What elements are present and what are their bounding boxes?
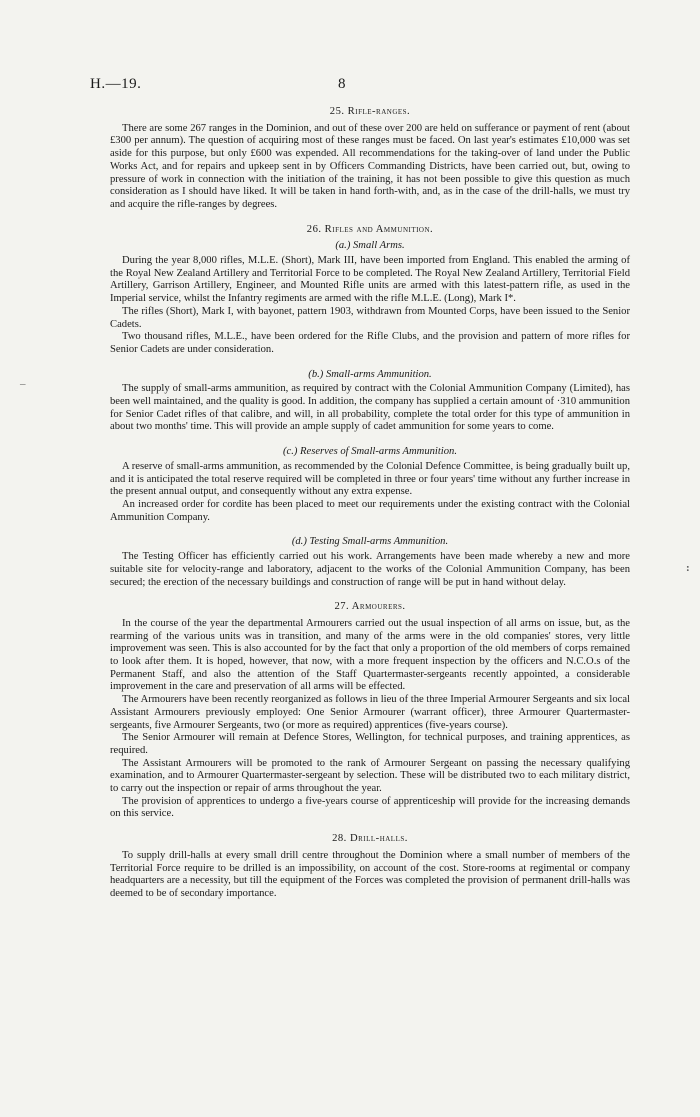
- section-heading: 25. Rifle-ranges.: [329, 106, 411, 117]
- paragraph: The Senior Armourer will remain at Defence Stores, Wellington, for technical purposes, and training apprentices, as required.: [110, 732, 630, 756]
- section-heading: 27. Armourers.: [334, 601, 406, 613]
- page-header: [90, 76, 610, 96]
- paragraph: The provision of apprentices to undergo a five-years course of apprenticeship will provide for the increasing demands on this service.: [110, 795, 630, 820]
- section-drill-halls: [110, 833, 630, 901]
- subsection-heading: (d.) Testing Small-arms Ammunition.: [291, 536, 449, 548]
- subsection-reserves: [110, 446, 630, 524]
- paragraph: A reserve of small-arms ammunition, as recommended by the Colonial Defence Committee, is being gradually built up, and it is anticipated the total reserve required will be completed in three or four years' time without any further increase in the present annual output, and consequently without any extra expense.: [110, 460, 630, 498]
- paragraph: Two thousand rifles, M.L.E., have been ordered for the Rifle Clubs, and the provision and pattern of more rifles for Senior Cadets are under consideration.: [110, 331, 630, 355]
- section-heading: 26. Rifles and Ammunition.: [306, 223, 434, 235]
- margin-dash-mark: –: [20, 378, 26, 390]
- subsection-small-arms-ammunition: [110, 369, 630, 435]
- paragraph: In the course of the year the departmental Armourers carried out the usual inspection of all arms on issue, but, as the rearming of the various units was in transition, and many of the arms were in the old companies' stores, very little improvement was seen. This is also accounted for by the fact that only a proportion of the old members of corps remained to look after them. It is hoped, however, that now, with a more frequent inspection by the officers and N.C.O.s of the Permanent Staff, and also the attention of the Staff Quartermaster-sergeants recently appointed, a considerable improvement in the care and preservation of all arms will be effected.: [110, 617, 630, 693]
- subsection-heading: (a.) Small Arms.: [335, 240, 405, 252]
- subsection-heading: (b.) Small-arms Ammunition.: [308, 368, 432, 380]
- paragraph: During the year 8,000 rifles, M.L.E. (Short), Mark III, have been imported from England. This enabled the arming of the Royal New Zealand Artillery and Territorial Force to be completed. The Royal New Zealand Artillery, Territorial Field Artillery, Garrison Artillery, Engineer, and Mounted Rifle units are armed with this latest-pattern rifle, as used in the Imperial service, whilst the Infantry regiments are armed with the rifle M.L.E. (Long), Mark I*.: [110, 255, 630, 305]
- section-heading: 28. Drill-halls.: [332, 833, 408, 845]
- paragraph: There are some 267 ranges in the Dominion, and out of these over 200 are held on sufferance or payment of rent (about £300 per annum). The question of acquiring most of these ranges must be faced. On last year's estimates £10,000 was set aside for this purpose, but only £600 was expended. All recommendations for the taking-over of land under the Public Works Act, and for repairs and upkeep sent in by Officers Commanding Districts, have been carried out, but, owing to pressure of work in connection with the initiation of the training, it has not been possible to give this question as much consideration as I should have liked. It will be taken in hand forth-with, and, as in the case of the drill-halls, we must try and acquire the rifle-ranges by degrees.: [110, 122, 630, 210]
- subsection-testing: [110, 536, 630, 589]
- paragraph: An increased order for cordite has been placed to meet our requirements under the existing contract with the Colonial Ammunition Company.: [110, 498, 630, 523]
- section-rifle-ranges: [110, 106, 630, 212]
- paragraph: The rifles (Short), Mark I, with bayonet, pattern 1903, withdrawn from Mounted Corps, have been issued to the Senior Cadets.: [110, 305, 630, 330]
- margin-tick-mark: :: [686, 562, 690, 574]
- paragraph: The Armourers have been recently reorganized as follows in lieu of the three Imperial Armourer Sergeants and six local Assistant Armourers previously employed: One Senior Armourer (warrant officer), three Armourer Quartermaster-sergeants, five Armourer Sergeants, two (or more as required) apprentices (five-years course).: [110, 694, 630, 731]
- section-armourers: [110, 601, 630, 821]
- paragraph: The supply of small-arms ammunition, as required by contract with the Colonial Ammunition Company (Limited), has been well maintained, and the quality is good. In addition, the company has supplied a certain amount of ·310 ammunition for Senior Cadet rifles of that calibre, and will, in all probability, complete the total order for this type of ammunition in about two months' time. This will provide an ample supply of cadet ammunition for some years to come.: [110, 383, 630, 433]
- subsection-heading: (c.) Reserves of Small-arms Ammunition.: [283, 446, 457, 458]
- subsection-small-arms: [110, 240, 630, 356]
- paragraph: The Testing Officer has efficiently carried out his work. Arrangements have been made whereby a new and more suitable site for velocity-range and laboratory, adjacent to the works of the Colonial Ammunition Company, has been secured; the erection of the necessary buildings and construction of range will be put in hand without delay.: [110, 551, 630, 588]
- section-rifles-and-ammunition: [110, 224, 630, 590]
- paragraph: The Assistant Armourers will be promoted to the rank of Armourer Sergeant on passing the necessary qualifying examination, and to Armourer Quartermaster-sergeant by selection. These will be distributed two to each military district, to carry out the inspection or repair of arms throughout the year.: [110, 757, 630, 795]
- page-body: [110, 106, 630, 913]
- paragraph: To supply drill-halls at every small drill centre throughout the Dominion where a small number of members of the Territorial Force require to be drilled is an impossibility, on account of the cost. Store-rooms at regimental or company headquarters are a necessity, but till the equipment of the Forces was completed the provision of permanent drill-halls was deemed to be of secondary importance.: [110, 849, 630, 899]
- report-code: H.—19.: [90, 76, 142, 92]
- page-number: 8: [338, 76, 346, 92]
